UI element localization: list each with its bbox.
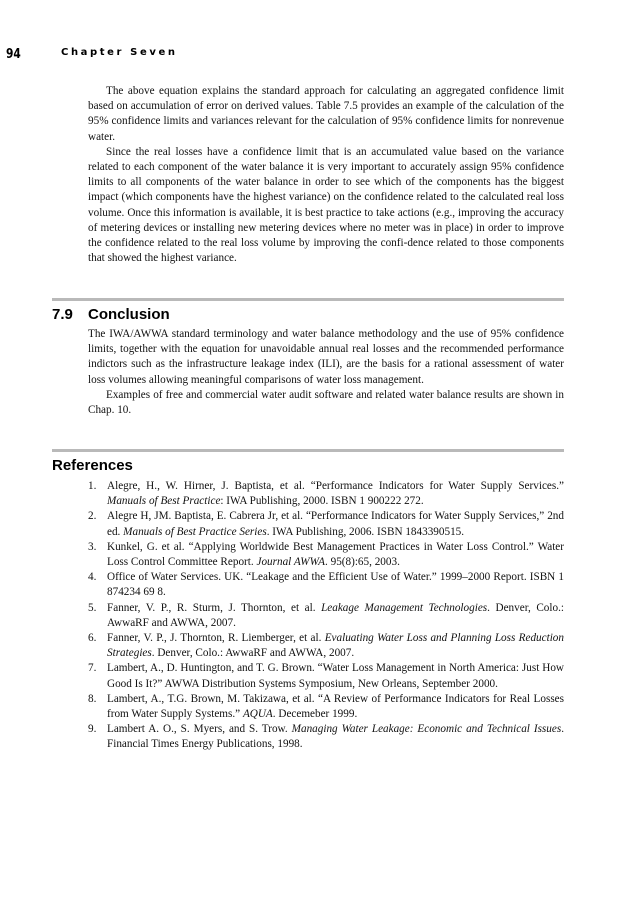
section-heading-conclusion [52,306,170,323]
conclusion-paragraph-1: The IWA/AWWA standard terminology and water balance methodology and the use of 95% confidence limits, together with the equation for unavoidable annual real losses and the recommended performance indictors such as the infrastructure leakage index (ILI), are the basis for a rational assessment of water loss volumes allowing meaningful comparisons of water loss management. [88,328,564,386]
reference-item: 3. Kunkel, G. et al. “Applying Worldwide Best Management Practices in Water Loss Control.” Water Loss Control Committee Report. Journal AWWA. 95(8):65, 2003. [88,540,564,569]
conclusion-paragraph-2: Examples of free and commercial water audit software and related water balance results are shown in Chap. 10. [88,388,564,417]
section-title: Conclusion [88,306,170,323]
section-number: 7.9 [52,306,73,323]
intro-text [88,84,564,266]
references-heading: References [52,457,133,474]
reference-item: 1. Alegre, H., W. Hirner, J. Baptista, et al. “Performance Indicators for Water Supply Services.” Manuals of Best Practice: IWA Publishing, 2000. ISBN 1 900222 272. [88,480,564,508]
chapter-label: Chapter Seven [61,47,178,58]
intro-paragraph-1: The above equation explains the standard approach for calculating an aggregated confidence limit based on accumulation of error on derived values. Table 7.5 provides an example of the calculation of the 95% confidence limits and variances relevant for the calculation of 95% confidence limits for nonrevenue water. [88,85,564,143]
page-number: 94 [6,47,21,62]
reference-item: 6. Fanner, V. P., J. Thornton, R. Liemberger, et al. Evaluating Water Loss and Planning Loss Reduction Strategies. Denver, Colo.: AwwaRF and AWWA, 2007. [88,632,564,660]
reference-item: 5. Fanner, V. P., R. Sturm, J. Thornton, et al. Leakage Management Technologies. Denver, Colo.: AwwaRF and AWWA, 2007. [88,601,565,629]
conclusion-text [88,327,564,418]
reference-list [88,479,564,753]
reference-item: 4. Office of Water Services. UK. “Leakage and the Efficient Use of Water.” 1999–2000 Report. ISBN 1 874234 69 8. [88,571,564,599]
section-divider [52,298,564,301]
intro-paragraph-2: Since the real losses have a confidence limit that is an accumulated value based on the variance related to each component of the water balance it is very important to accurately assign 95% confidence limits to all components of the water balance in order to see which of the components has the biggest impact (which components have the highest variance) on the confidence related to the calculated real loss volume. Once this information is available, it is best practice to take actions (e.g., improving the accuracy of metering devices or installing new metering devices where no meter was in place) in order to improve the confidence related to the real loss volume by improving the confi-dence related to those components that showed the highest variance. [88,145,564,265]
reference-item: 2. Alegre H, JM. Baptista, E. Cabrera Jr, et al. “Performance Indicators for Water Supply Services,” 2nd ed. Manuals of Best Practice Series. IWA Publishing, 2006. ISBN 1843390515. [88,510,564,538]
running-head [6,45,178,62]
reference-item: 8. Lambert, A., T.G. Brown, M. Takizawa, et al. “A Review of Performance Indicators for Real Losses from Water Supply Systems.” AQUA. Decemeber 1999. [88,692,564,721]
reference-item: 7. Lambert, A., D. Huntington, and T. G. Brown. “Water Loss Management in North America: Just How Good Is It?” AWWA Distribution Systems Symposium, New Orleans, September 2000. [88,662,564,690]
references-divider [52,449,564,452]
reference-item: 9. Lambert A. O., S. Myers, and S. Trow. Managing Water Leakage: Economic and Technical Issues. Financial Times Energy Publications, 1998. [88,723,564,751]
